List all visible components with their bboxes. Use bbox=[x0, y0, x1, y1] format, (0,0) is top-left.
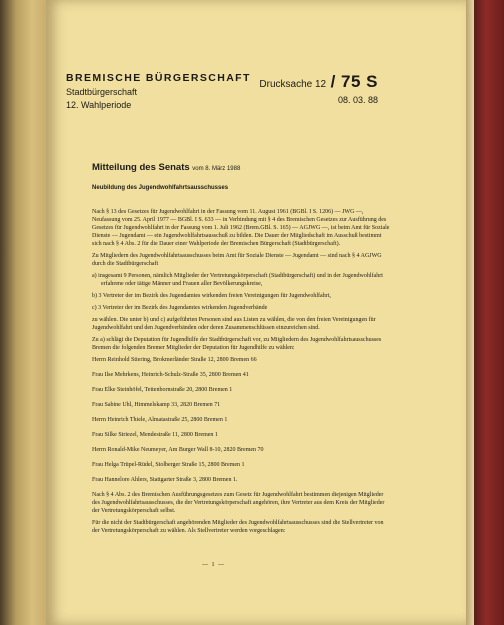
document-body bbox=[92, 208, 392, 539]
page-number: — 1 — bbox=[202, 562, 225, 568]
document-date: 08. 03. 88 bbox=[337, 95, 378, 105]
member-entry: Frau Helga Trüpel-Rüdel, Stolberger Straße 15, 2800 Bremen 1 bbox=[92, 462, 245, 468]
member-entry: Frau Sabine Uhl, Himmelskamp 33, 2820 Bremen 71 bbox=[92, 402, 221, 408]
body-paragraph: Zu a) schlägt die Deputation für Jugendhilfe der Stadtbürgerschaft vor, zu Mitgliedern des Jugendwohlfahrtsausschusses Bremen die folgenden Bremer Mitglieder der Deputation für Jugendhilfe zu wählen: bbox=[92, 337, 382, 351]
page-stack-edge bbox=[466, 0, 474, 625]
chamber-name: Stadtbürgerschaft bbox=[66, 87, 138, 97]
member-entry: Frau Hannelore Ahlers, Stattgarter Straße 3, 2800 Bremen 1. bbox=[92, 477, 238, 483]
member-entry: Herrn Reinhold Stiering, Brokmerländer Straße 12, 2800 Bremen 66 bbox=[92, 357, 257, 363]
list-item: b) 3 Vertreter der im Bezirk des Jugendamtes wirkenden freien Vereinigungen für Jugendwohlfahrt, bbox=[92, 293, 331, 299]
body-paragraph: Zu Mitgliedern des Jugendwohlfahrtsausschusses beim Amt für Soziale Dienste — Jugendamt — sind nach § 4 AGJWG durch die Stadtbürgerschaft bbox=[92, 253, 382, 267]
document-subject: Neubildung des Jugendwohlfahrtsausschusses bbox=[92, 185, 229, 191]
binder-left-edge bbox=[0, 0, 46, 625]
member-entry: Herrn Heinrich Thiele, Almatastraße 25, 2800 Bremen 1 bbox=[92, 417, 228, 423]
drucksache-number: / 75 S bbox=[330, 72, 378, 91]
document-header bbox=[66, 72, 378, 110]
document-title bbox=[92, 162, 240, 173]
binder-right-cover bbox=[474, 0, 504, 625]
body-paragraph: Für die nicht der Stadtbürgerschaft angehörenden Mitglieder des Jugendwohlfahrtsausschusses sind die Stellvertreter von der Vertretungskörperschaft zu wählen. Als Stellvertreter werden vorgeschlagen: bbox=[92, 520, 384, 534]
legislative-period: 12. Wahlperiode bbox=[66, 100, 132, 110]
document-page bbox=[46, 0, 466, 625]
member-entry: Herrn Ronald-Mike Neumeyer, Am Burger Wall 8-10, 2820 Bremen 70 bbox=[92, 447, 264, 453]
member-entry: Frau Ilse Mehrkens, Heinrich-Schulz-Straße 35, 2800 Bremen 41 bbox=[92, 372, 249, 378]
body-paragraph: Nach § 4 Abs. 2 des Bremischen Ausführungsgesetzes zum Gesetz für Jugendwohlfahrt bestimmen diejenigen Mitglieder des Jugendwohlfahrtsausschusses, die der Vertretungskörperschaft angehören, ihre Vertreter aus dem Kreis der Mitglieder der Vertretungskörperschaft selbst. bbox=[92, 492, 385, 514]
body-paragraph: zu wählen. Die unter b) und c) aufgeführten Personen sind aus Listen zu wählen, die von den freien Vereinigungen für Jugendwohlfahrt und den Jugendverbänden oder deren Zusammenschlüssen einzureichen sind. bbox=[92, 317, 376, 331]
drucksache-label: Drucksache 12 bbox=[259, 79, 327, 90]
list-item: c) 3 Vertreter der im Bezirk des Jugendamtes wirkenden Jugendverbände bbox=[92, 305, 268, 311]
drucksache-block bbox=[259, 72, 378, 105]
body-paragraph: Nach § 13 des Gesetzes für Jugendwohlfahrt in der Fassung vom 11. August 1961 (BGBl. I S. 1206) — JWG —, Neufassung vom 25. April 1977 — BGBl. I S. 633 — in Verbindung mit § 4 des Bremischen Gesetzes zur Ausführung des Gesetzes für Jugendwohlfahrt in der Fassung vom 1. Juli 1962 (Brem.GBl. S. 165) — AGJWG —, ist beim Amt für Soziale Dienste — Jugendamt — ein Jugendwohlfahrtsausschuß zu bilden. Die Dauer der Mitgliedschaft im Ausschuß bestimmt sich nach § 4 Abs. 2 für die Dauer einer Wahlperiode der Bremischen Bürgerschaft (Stadtbürgerschaft). bbox=[92, 209, 390, 247]
title-main: Mitteilung des Senats bbox=[92, 162, 190, 173]
parliament-name: BREMISCHE BÜRGERSCHAFT bbox=[66, 72, 251, 84]
title-date: vom 8. März 1988 bbox=[192, 166, 241, 172]
member-entry: Frau Elke Steinhöfel, Tettenbornstraße 20, 2800 Bremen 1 bbox=[92, 387, 233, 393]
member-entry: Frau Silke Striezel, Mendestraße 11, 2800 Bremen 1 bbox=[92, 432, 218, 438]
list-item: a) insgesamt 9 Personen, nämlich Mitglieder der Vertretungskörperschaft (Stadtbürgerschaft) und in der Jugendwohlfahrt erfahrene oder tätige Männer und Frauen aller Bevölkerungskreise, bbox=[92, 273, 383, 287]
